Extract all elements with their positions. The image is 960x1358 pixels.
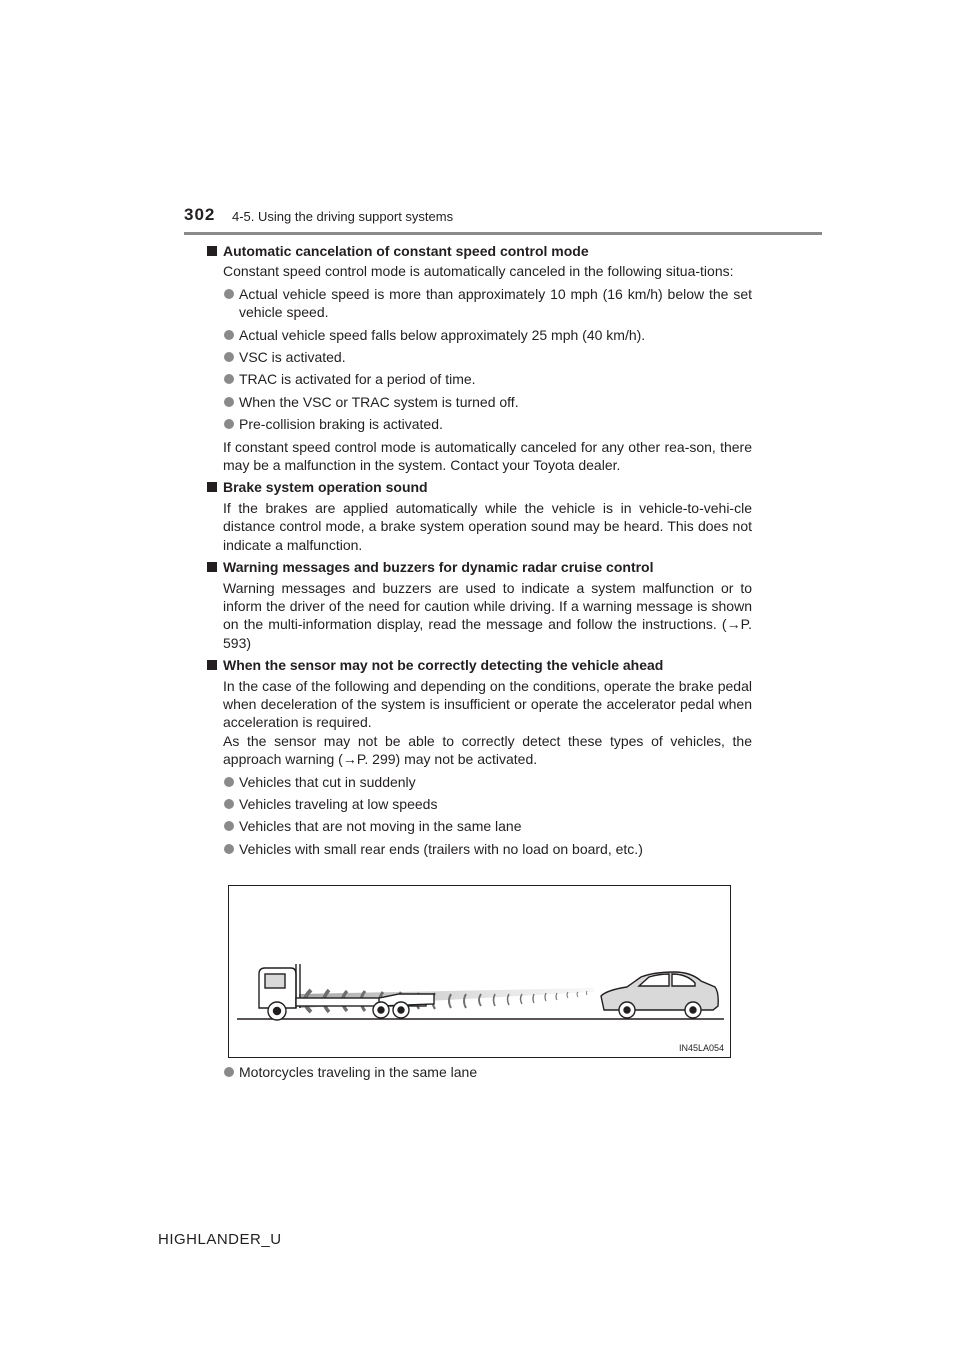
sensor-detection-body-1: In the case of the following and depending on the conditions, operate the brake pedal when deceleration of the system is insufficient or operate the accelerator pedal when acceleration is required. — [223, 677, 752, 731]
illustration-trailer-radar — [228, 885, 731, 1058]
last-bullet-row: Motorcycles traveling in the same lane — [207, 1063, 752, 1081]
list-item: Vehicles that are not moving in the same lane — [207, 817, 752, 835]
list-item — [207, 1063, 752, 1081]
list-item: Vehicles with small rear ends (trailers with no load on board, etc.) — [207, 840, 752, 858]
heading-sensor-detection: When the sensor may not be correctly detecting the vehicle ahead — [207, 656, 752, 674]
list-item: When the VSC or TRAC system is turned off. — [207, 393, 752, 411]
circle-bullet-icon — [224, 374, 234, 384]
circle-bullet-icon — [224, 821, 234, 831]
sedan — [601, 972, 718, 1018]
list-item: Pre-collision braking is activated. — [207, 415, 752, 433]
circle-bullet-icon — [224, 1067, 234, 1077]
square-bullet-icon — [207, 660, 217, 670]
square-bullet-icon — [207, 246, 217, 256]
trailer-radar-illustration — [229, 886, 730, 1057]
circle-bullet-icon — [224, 397, 234, 407]
circle-bullet-icon — [224, 330, 234, 340]
square-bullet-icon — [207, 482, 217, 492]
list-item: TRAC is activated for a period of time. — [207, 370, 752, 388]
square-bullet-icon — [207, 562, 217, 572]
circle-bullet-icon — [224, 289, 234, 299]
header-rule — [184, 232, 822, 235]
footer-model: HIGHLANDER_U — [158, 1231, 282, 1248]
circle-bullet-icon — [224, 844, 234, 854]
page-number: 302 — [184, 205, 216, 224]
page-header — [0, 0, 960, 240]
circle-bullet-icon — [224, 419, 234, 429]
auto-cancel-intro: Constant speed control mode is automatically canceled in the following situa-tions: — [223, 263, 734, 280]
list-item: Vehicles traveling at low speeds — [207, 795, 752, 813]
warning-messages-body: Warning messages and buzzers are used to indicate a system malfunction or to inform the driver of the need for caution while driving. If a warning message is shown on the multi-information display, read the message and follow the instructions. (→P. 593) — [223, 579, 752, 651]
figure-code: IN45LA054 — [678, 1043, 724, 1053]
circle-bullet-icon — [224, 352, 234, 362]
auto-cancel-outro: If constant speed control mode is automatically canceled for any other rea-son, there may be a malfunction in the system. Contact your Toyota dealer. — [223, 438, 752, 474]
heading-warning-messages: Warning messages and buzzers for dynamic radar cruise control — [207, 558, 752, 576]
heading-auto-cancel: Automatic cancelation of constant speed control mode — [207, 242, 752, 260]
list-item: Actual vehicle speed is more than approximately 10 mph (16 km/h) below the set vehicle speed. — [207, 285, 752, 322]
circle-bullet-icon — [224, 799, 234, 809]
list-item: VSC is activated. — [207, 348, 752, 366]
section-title: 4-5. Using the driving support systems — [232, 209, 454, 224]
sensor-detection-body-2: As the sensor may not be able to correctly detect these types of vehicles, the approach warning (→P. 299) may not be activated. — [223, 732, 752, 768]
circle-bullet-icon — [224, 777, 234, 787]
brake-sound-body: If the brakes are applied automatically while the vehicle is in vehicle-to-vehi-cle distance control mode, a brake system operation sound may be heard. This does not indicate a malfunction. — [223, 499, 752, 553]
heading-brake-sound: Brake system operation sound — [207, 478, 752, 496]
page-content — [207, 242, 752, 862]
list-item: Vehicles that cut in suddenly — [207, 773, 752, 791]
list-item: Actual vehicle speed falls below approximately 25 mph (40 km/h). — [207, 326, 752, 344]
